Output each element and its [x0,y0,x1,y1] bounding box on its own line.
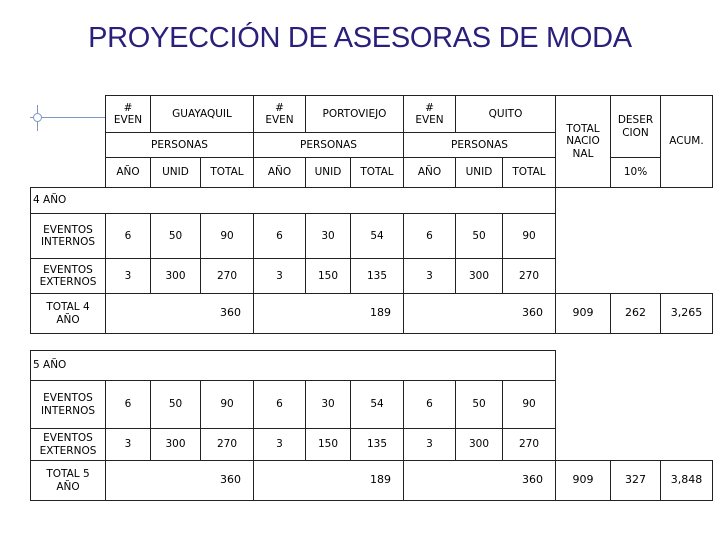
table-cell: 54 [350,380,404,429]
table-cell: 50 [150,213,201,259]
total-acumulado: 3,265 [660,293,713,334]
total-desercion: 262 [610,293,661,334]
column-header-total: TOTAL [502,157,556,188]
total-desercion: 327 [610,460,661,501]
desercion-header: DESER CION [610,95,661,158]
total-guayaquil: 360 [105,293,254,334]
total-nacional: 909 [555,293,611,334]
section-label: 4 AÑO [30,187,556,214]
table-cell: 3 [403,258,456,294]
total-guayaquil: 360 [105,460,254,501]
page-title: PROYECCIÓN DE ASESORAS DE MODA [88,22,632,54]
desercion-percent: 10% [610,157,661,188]
guayaquil-personas-header: PERSONAS [105,132,254,158]
table-cell: 90 [502,213,556,259]
table-cell: 135 [350,428,404,461]
table-cell: 6 [253,213,306,259]
column-header-unid: UNID [150,157,201,188]
table-cell: 6 [403,380,456,429]
table-cell: 6 [105,213,151,259]
total-row-label: TOTAL 4 AÑO [30,293,106,334]
table-cell: 3 [105,428,151,461]
total-acumulado: 3,848 [660,460,713,501]
total-nacional-header: TOTAL NACIO NAL [555,95,611,188]
guayaquil-header: GUAYAQUIL [150,95,254,133]
table-cell: 3 [253,428,306,461]
decorative-circle-icon [33,113,42,122]
table-cell: 135 [350,258,404,294]
table-cell: 300 [150,428,201,461]
table-cell: 50 [150,380,201,429]
table-cell: 150 [305,428,351,461]
table-cell: 90 [200,380,254,429]
row-label: EVENTOS INTERNOS [30,380,106,429]
column-header-ano: AÑO [253,157,306,188]
total-portoviejo: 189 [253,460,404,501]
table-cell: 6 [403,213,456,259]
portoviejo-personas-header: PERSONAS [253,132,404,158]
total-nacional: 909 [555,460,611,501]
quito-header: QUITO [455,95,556,133]
section-label: 5 AÑO [30,350,556,381]
total-row-label: TOTAL 5 AÑO [30,460,106,501]
column-header-ano: AÑO [105,157,151,188]
table-cell: 30 [305,380,351,429]
total-portoviejo: 189 [253,293,404,334]
row-label: EVENTOS EXTERNOS [30,258,106,294]
table-cell: 6 [253,380,306,429]
table-cell: 90 [200,213,254,259]
row-label: EVENTOS EXTERNOS [30,428,106,461]
total-quito: 360 [403,460,556,501]
table-cell: 54 [350,213,404,259]
column-header-ano: AÑO [403,157,456,188]
table-cell: 3 [403,428,456,461]
table-cell: 3 [105,258,151,294]
table-cell: 150 [305,258,351,294]
column-header-unid: UNID [455,157,503,188]
portoviejo-header: PORTOVIEJO [305,95,404,133]
column-header-total: TOTAL [200,157,254,188]
table-cell: 270 [200,428,254,461]
table-cell: 30 [305,213,351,259]
table-cell: 270 [502,258,556,294]
table-cell: 300 [150,258,201,294]
table-cell: 300 [455,428,503,461]
portoviejo-even-header: # EVEN [253,95,306,133]
table-cell: 270 [502,428,556,461]
table-cell: 6 [105,380,151,429]
acumulado-header: ACUM. [660,95,713,188]
guayaquil-even-header: # EVEN [105,95,151,133]
total-quito: 360 [403,293,556,334]
column-header-total: TOTAL [350,157,404,188]
row-label: EVENTOS INTERNOS [30,213,106,259]
table-cell: 90 [502,380,556,429]
quito-personas-header: PERSONAS [403,132,556,158]
column-header-unid: UNID [305,157,351,188]
table-cell: 300 [455,258,503,294]
table-cell: 3 [253,258,306,294]
table-cell: 50 [455,380,503,429]
table-cell: 50 [455,213,503,259]
quito-even-header: # EVEN [403,95,456,133]
table-cell: 270 [200,258,254,294]
